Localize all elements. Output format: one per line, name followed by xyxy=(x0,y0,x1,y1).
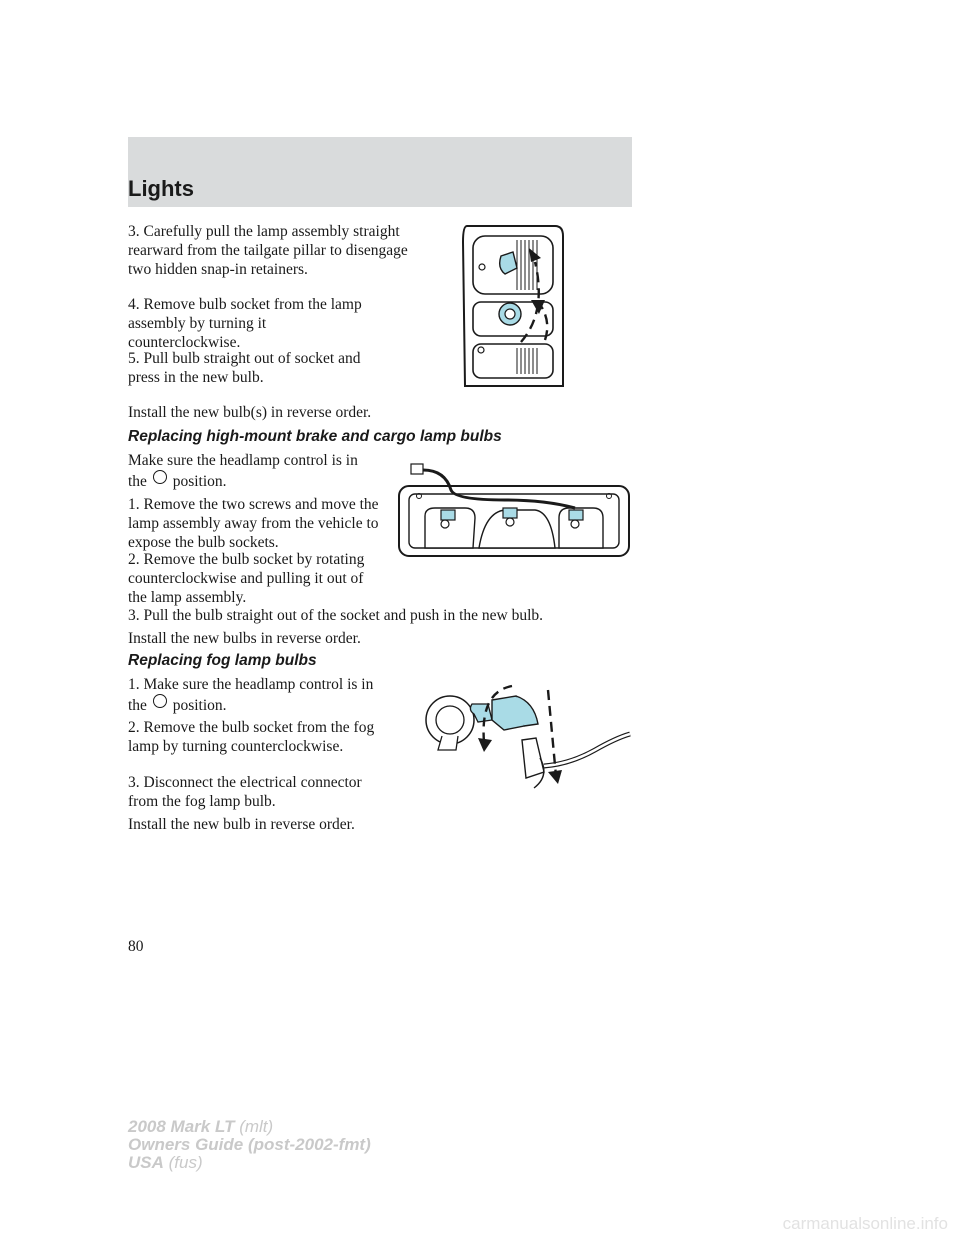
high-mount-step-2: 2. Remove the bulb socket by rotating counterclockwise and pulling it out of the lamp assembly. xyxy=(128,551,365,606)
fog-lamp-step-1: 1. Make sure the headlamp control is in the position. xyxy=(128,676,374,714)
section-title: Lights xyxy=(128,176,194,201)
fog-lamp-step-2: 2. Remove the bulb socket from the fog lamp by turning counterclockwise. xyxy=(128,719,375,755)
high-mount-lamp-illustration xyxy=(395,460,635,560)
page-number: 80 xyxy=(128,938,144,955)
fog-lamp-install: Install the new bulb in reverse order. xyxy=(128,816,355,833)
high-mount-step-1: 1. Remove the two screws and move the lamp assembly away from the vehicle to expose the bulb sockets. xyxy=(128,496,379,551)
high-mount-install: Install the new bulbs in reverse order. xyxy=(128,630,361,647)
tail-lamp-install: Install the new bulb(s) in reverse order. xyxy=(128,404,372,421)
tail-lamp-step-4: 4. Remove bulb socket from the lamp assembly by turning it counterclockwise. xyxy=(128,296,362,351)
fog-lamp-heading: Replacing fog lamp bulbs xyxy=(128,652,317,669)
fog-lamp-illustration xyxy=(420,680,635,798)
headlamp-off-icon xyxy=(153,470,167,484)
fog-lamp-step-3: 3. Disconnect the electrical connector from the fog lamp bulb. xyxy=(128,774,362,810)
tail-lamp-step-3: 3. Carefully pull the lamp assembly straight rearward from the tailgate pillar to disengage two hidden snap-in retainers. xyxy=(128,223,408,278)
footer-line-2: Owners Guide (post-2002-fmt) xyxy=(128,1135,371,1154)
high-mount-intro: Make sure the headlamp control is in the position. xyxy=(128,452,358,490)
section-header-band xyxy=(128,137,632,207)
high-mount-heading: Replacing high-mount brake and cargo lamp bulbs xyxy=(128,428,502,445)
footer-line-3: USA (fus) xyxy=(128,1153,203,1172)
high-mount-step-3: 3. Pull the bulb straight out of the socket and push in the new bulb. xyxy=(128,607,544,624)
watermark: carmanualsonline.info xyxy=(782,1214,948,1233)
document-footer xyxy=(128,1118,371,1172)
footer-line-1: 2008 Mark LT (mlt) xyxy=(128,1117,274,1136)
headlamp-off-icon xyxy=(153,694,167,708)
tail-lamp-illustration xyxy=(455,222,570,392)
tail-lamp-step-5: 5. Pull bulb straight out of socket and press in the new bulb. xyxy=(128,350,361,386)
